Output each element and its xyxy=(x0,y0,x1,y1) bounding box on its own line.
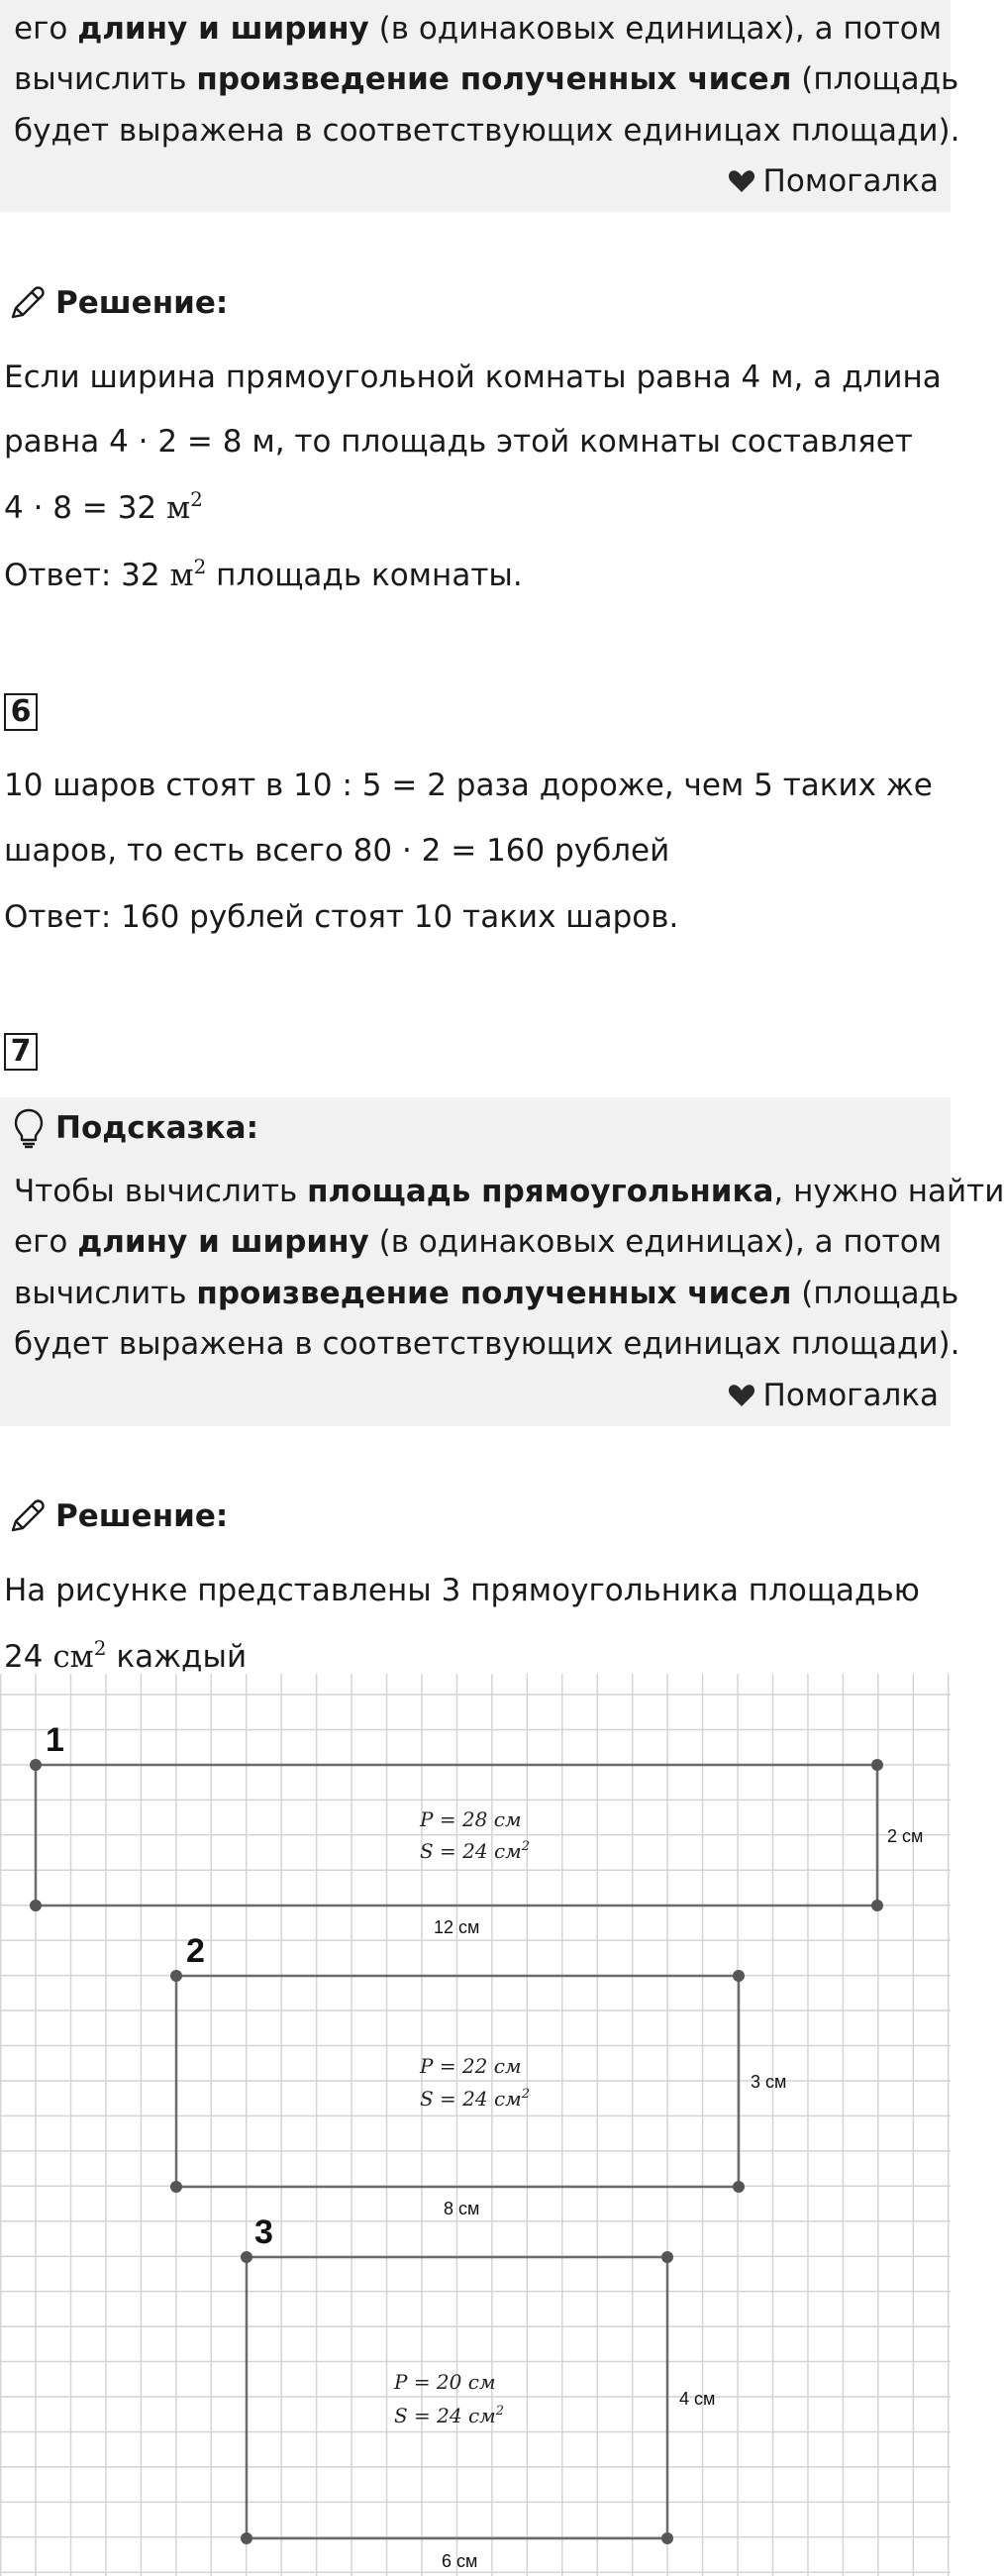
solution7-heading-label: Решение: xyxy=(55,1498,229,1534)
heart-icon xyxy=(728,1384,755,1407)
vertex-point xyxy=(733,1970,745,1982)
solution-heading xyxy=(8,284,228,322)
hint-heading xyxy=(12,1107,258,1149)
lightbulb-icon xyxy=(12,1107,46,1149)
solution7-line-2: 24 $см^2$ каждый xyxy=(4,1636,248,1675)
pomogalka-link[interactable] xyxy=(728,160,939,202)
hint-box-top xyxy=(0,0,960,212)
task-number-7: 7 xyxy=(4,1033,38,1071)
pomogalka-label: Помогалка xyxy=(762,1378,939,1413)
hint7-line-2: его длину и ширину (в одинаковых единицах), а потом xyxy=(14,1224,943,1260)
hint-line-2: вычислить произведение полученных чисел (площадь xyxy=(14,61,959,97)
rectangle-3-height-label: 4 см xyxy=(679,2389,716,2409)
rectangles-grid-figure xyxy=(0,1674,951,2576)
vertex-point xyxy=(30,1900,42,1911)
solution5-line-1: Если ширина прямоугольной комнаты равна 4 м, а длина xyxy=(4,360,942,395)
rectangle-1-number: 1 xyxy=(46,1721,64,1759)
vertex-point xyxy=(170,1970,182,1982)
solution5-answer: Ответ: 32 $м^2$ площадь комнаты. xyxy=(4,555,523,593)
solution5-line-2: равна 4 · 2 = 8 м, то площадь этой комнаты составляет xyxy=(4,424,913,460)
vertex-point xyxy=(241,2532,252,2544)
pomogalka-link-7[interactable] xyxy=(728,1375,939,1416)
hint7-line-4: будет выражена в соответствующих единицах площади). xyxy=(14,1326,960,1362)
solution5-line-3: 4 · 8 = 32 $м^2$ xyxy=(4,487,203,526)
rectangle-3-number: 3 xyxy=(254,2214,273,2251)
rectangle-1 xyxy=(30,1721,923,1937)
vertex-point xyxy=(661,2532,673,2544)
hint7-line-1: Чтобы вычислить площадь прямоугольника, нужно найти xyxy=(14,1174,1004,1209)
rectangle-1-width-label: 12 см xyxy=(434,1917,480,1937)
hint-line-3: будет выражена в соответствующих единицах площади). xyxy=(14,113,960,149)
rectangle-2-number: 2 xyxy=(186,1932,205,1970)
solution7-line-1: На рисунке представлены 3 прямоугольника площадью xyxy=(4,1573,920,1608)
rectangle-1-perimeter: P = 28 см xyxy=(420,1807,522,1831)
rectangle-1-height-label: 2 см xyxy=(887,1826,924,1846)
rectangle-3 xyxy=(241,2214,715,2571)
rectangle-2 xyxy=(170,1932,786,2218)
task-number-6: 6 xyxy=(4,693,38,731)
vertex-point xyxy=(733,2181,745,2193)
pencil-icon xyxy=(8,284,46,322)
hint7-line-3: вычислить произведение полученных чисел (площадь xyxy=(14,1276,959,1311)
rectangle-3-width-label: 6 см xyxy=(442,2551,478,2571)
vertex-point xyxy=(661,2251,673,2263)
rectangle-2-width-label: 8 см xyxy=(444,2199,480,2218)
hint-line-1: его длину и ширину (в одинаковых единицах), а потом xyxy=(14,11,943,47)
pomogalka-label: Помогалка xyxy=(762,163,939,199)
hint-box-7 xyxy=(0,1097,1004,1426)
heart-icon xyxy=(728,169,755,193)
rectangle-3-area: S = 24 $см^2$ xyxy=(394,2404,505,2427)
rectangle-2-area: S = 24 $см^2$ xyxy=(420,2087,531,2111)
rectangle-2-perimeter: P = 22 см xyxy=(420,2054,522,2078)
vertex-point xyxy=(170,2181,182,2193)
task6-line-1: 10 шаров стоят в 10 : 5 = 2 раза дороже, чем 5 таких же xyxy=(4,768,933,803)
pencil-icon xyxy=(8,1497,46,1535)
vertex-point xyxy=(871,1759,883,1771)
vertex-point xyxy=(871,1900,883,1911)
rectangle-1-area: S = 24 $см^2$ xyxy=(420,1839,531,1863)
task6-line-2: шаров, то есть всего 80 · 2 = 160 рублей xyxy=(4,833,670,869)
rectangle-3-perimeter: P = 20 см xyxy=(394,2370,496,2394)
hint-heading-label: Подсказка: xyxy=(55,1110,258,1146)
rectangle-2-height-label: 3 см xyxy=(751,2072,787,2092)
vertex-point xyxy=(30,1759,42,1771)
solution7-heading xyxy=(8,1497,228,1535)
solution-heading-label: Решение: xyxy=(55,285,229,321)
task6-answer: Ответ: 160 рублей стоят 10 таких шаров. xyxy=(4,899,679,935)
vertex-point xyxy=(241,2251,252,2263)
